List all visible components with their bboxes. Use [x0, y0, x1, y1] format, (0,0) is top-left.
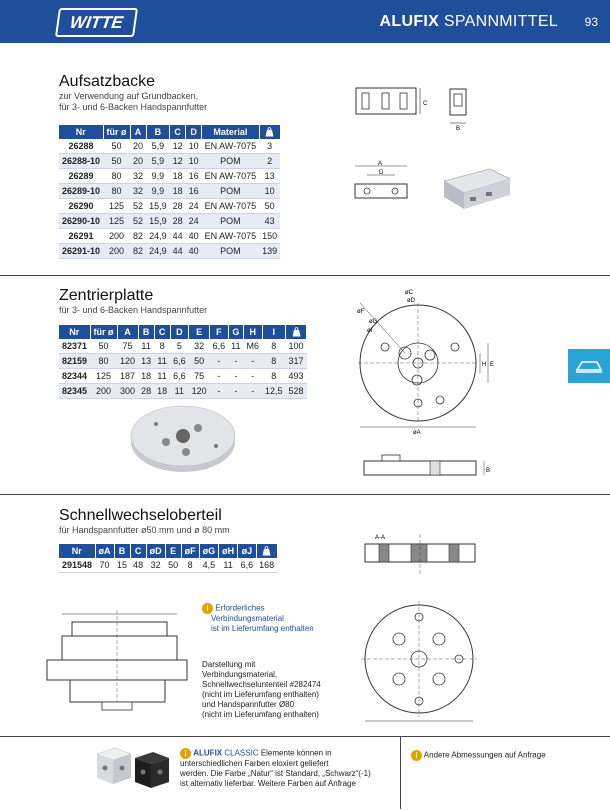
- table-cell: 8: [262, 339, 286, 354]
- table-cell: 18: [154, 384, 170, 399]
- table-cell: 16: [186, 184, 202, 199]
- table-cell: 15,9: [146, 199, 170, 214]
- centering-plate-section: [360, 445, 500, 485]
- section3-col-header: øJ: [238, 544, 257, 558]
- section-divider-1: [0, 275, 610, 276]
- article-number: 291548: [59, 558, 95, 573]
- table-cell: 13: [259, 169, 280, 184]
- table-cell: 8: [262, 369, 286, 384]
- table-cell: 24: [186, 214, 202, 229]
- table-cell: 6,6: [170, 369, 189, 384]
- table-cell: EN AW-7075: [202, 229, 260, 244]
- centering-plate-photo: [128, 400, 238, 480]
- table-cell: 200: [103, 229, 130, 244]
- alufix-cubes-photo: [95, 744, 175, 804]
- section2-subtitle: für 3- und 6-Backen Handspannfutter: [59, 305, 208, 315]
- table-cell: -: [210, 384, 229, 399]
- note-line3: ist im Lieferumfang enthalten: [211, 624, 314, 633]
- table-cell: 28: [170, 214, 186, 229]
- section2-table: [59, 325, 307, 399]
- centering-plate-drawing: [345, 283, 495, 436]
- section1-col-header: für ø: [103, 125, 130, 139]
- table-row: [59, 154, 280, 169]
- dim-oi-label: øI: [367, 328, 373, 334]
- dim-c-label: C: [423, 101, 428, 107]
- table-cell: 150: [259, 229, 280, 244]
- table-cell: 12: [170, 154, 186, 169]
- quick-change-top-drawing: [355, 595, 485, 730]
- desc-line5: und Handspannfutter Ø80: [202, 700, 295, 709]
- article-number: 26290-10: [59, 214, 103, 229]
- table-cell: 32: [130, 184, 146, 199]
- note-line2: Verbindungsmaterial: [211, 614, 284, 623]
- table-cell: 528: [286, 384, 307, 399]
- table-cell: 10: [186, 154, 202, 169]
- jaw-drawing-side: [445, 83, 475, 131]
- section3-col-header: øA: [95, 544, 114, 558]
- footer-right-info-icon: i: [411, 750, 422, 761]
- table-row: [59, 229, 280, 244]
- table-cell: 24: [186, 199, 202, 214]
- table-cell: 300: [117, 384, 138, 399]
- table-cell: 493: [286, 369, 307, 384]
- section3-col-header: øH: [219, 544, 238, 558]
- table-cell: 15: [114, 558, 130, 573]
- table-cell: 50: [103, 154, 130, 169]
- table-cell: POM: [202, 214, 260, 229]
- section2-col-header: für ø: [90, 325, 117, 339]
- table-cell: 43: [259, 214, 280, 229]
- chapter-tab[interactable]: [568, 349, 610, 383]
- table-cell: 187: [117, 369, 138, 384]
- section1-subtitle-line1: zur Verwendung auf Grundbacken,: [59, 91, 199, 101]
- table-cell: POM: [202, 244, 260, 259]
- table-cell: 168: [256, 558, 277, 573]
- article-number: 26288: [59, 139, 103, 154]
- article-number: 82345: [59, 384, 90, 399]
- table-cell: 15,9: [146, 214, 170, 229]
- article-number: 26288-10: [59, 154, 103, 169]
- info-icon: i: [202, 603, 213, 614]
- footer-note: [180, 748, 390, 789]
- article-number: 26290: [59, 199, 103, 214]
- section3-header-row: [59, 544, 277, 558]
- section3-note: [202, 603, 314, 634]
- dim-d-label: D: [379, 170, 384, 176]
- section2-col-header: D: [170, 325, 189, 339]
- section1-col-header: Material: [202, 125, 260, 139]
- section2-col-header: C: [154, 325, 170, 339]
- section3-col-weight: [256, 544, 277, 558]
- table-cell: 11: [154, 369, 170, 384]
- footer-text1: Elemente können in: [258, 748, 332, 758]
- dim-h-label: H: [482, 362, 487, 368]
- table-row: [59, 369, 307, 384]
- desc-line4: (nicht im Lieferumfang enthalten): [202, 690, 319, 699]
- table-cell: 9,9: [146, 184, 170, 199]
- section3-col-header: øF: [181, 544, 199, 558]
- table-cell: 6,6: [170, 354, 189, 369]
- table-cell: 28: [138, 384, 154, 399]
- table-cell: 11: [170, 384, 189, 399]
- table-cell: POM: [202, 154, 260, 169]
- section3-col-header: B: [114, 544, 130, 558]
- witte-logo: WITTE: [55, 8, 138, 37]
- note-line1: Erforderliches: [215, 603, 265, 613]
- footer-text3: werden. Die Farbe „Natur“ ist Standard, „Schwarz“(-1): [180, 769, 371, 778]
- table-cell: 80: [103, 169, 130, 184]
- footer-right-text: Andere Abmessungen auf Anfrage: [423, 750, 546, 760]
- weight-icon: [262, 546, 271, 556]
- section3-table: [59, 544, 278, 573]
- section3-col-header: E: [165, 544, 181, 558]
- table-cell: 50: [90, 339, 117, 354]
- table-cell: EN AW-7075: [202, 139, 260, 154]
- section1-table: [59, 125, 281, 259]
- table-cell: 4,5: [199, 558, 219, 573]
- table-cell: 120: [117, 354, 138, 369]
- table-cell: 10: [259, 184, 280, 199]
- section3-col-header: øG: [199, 544, 219, 558]
- footer-right-note: [411, 750, 546, 761]
- table-cell: 317: [286, 354, 307, 369]
- section3-col-header: Nr: [59, 544, 95, 558]
- table-cell: 50: [189, 354, 210, 369]
- article-number: 26291-10: [59, 244, 103, 259]
- table-cell: 200: [103, 244, 130, 259]
- table-cell: 11: [219, 558, 238, 573]
- section2-col-header: F: [210, 325, 229, 339]
- article-number: 26289-10: [59, 184, 103, 199]
- dim-e-label: E: [490, 362, 495, 368]
- section2-col-header: I: [262, 325, 286, 339]
- article-number: 26289: [59, 169, 103, 184]
- table-cell: M6: [244, 339, 263, 354]
- section2-col-weight: [286, 325, 307, 339]
- table-cell: 125: [103, 199, 130, 214]
- table-row: [59, 184, 280, 199]
- table-cell: -: [244, 354, 263, 369]
- table-cell: 12: [170, 139, 186, 154]
- table-cell: 32: [130, 169, 146, 184]
- section-divider-2: [0, 494, 610, 495]
- article-number: 26291: [59, 229, 103, 244]
- quick-change-assembly-drawing: [42, 608, 192, 718]
- section2-col-header: Nr: [59, 325, 90, 339]
- table-cell: 50: [165, 558, 181, 573]
- table-cell: 6,6: [210, 339, 229, 354]
- table-cell: 75: [189, 369, 210, 384]
- desc-line6: (nicht im Lieferumfang enthalten): [202, 710, 319, 719]
- section1-header-row: [59, 125, 280, 139]
- table-cell: 44: [170, 229, 186, 244]
- table-cell: 5: [170, 339, 189, 354]
- footer-text4: ist alternativ lieferbar. Weitere Farben auf Anfrage: [180, 779, 356, 788]
- dim-od-label: øD: [407, 298, 415, 304]
- section2-col-header: B: [138, 325, 154, 339]
- table-cell: 70: [95, 558, 114, 573]
- dim-a-label: A: [378, 161, 383, 167]
- table-cell: 80: [103, 184, 130, 199]
- article-number: 82159: [59, 354, 90, 369]
- table-cell: EN AW-7075: [202, 199, 260, 214]
- dim-oa-label: øA: [413, 430, 421, 436]
- table-cell: 40: [186, 229, 202, 244]
- chuck-tab-icon: [568, 349, 610, 383]
- table-cell: 11: [228, 339, 243, 354]
- table-row: [59, 244, 280, 259]
- table-cell: 3: [259, 139, 280, 154]
- section3-description: [202, 660, 321, 720]
- table-cell: 50: [259, 199, 280, 214]
- table-cell: 8: [181, 558, 199, 573]
- table-cell: 18: [170, 184, 186, 199]
- section3-col-header: øD: [146, 544, 165, 558]
- table-cell: 5,9: [146, 139, 170, 154]
- desc-line2: Verbindungsmaterial,: [202, 670, 278, 679]
- table-cell: POM: [202, 184, 260, 199]
- desc-line1: Darstellung mit: [202, 660, 256, 669]
- section1-col-header: Nr: [59, 125, 103, 139]
- table-cell: 13: [138, 354, 154, 369]
- table-cell: 5,9: [146, 154, 170, 169]
- table-cell: 8: [154, 339, 170, 354]
- section2-title: Zentrierplatte: [59, 287, 154, 304]
- section1-col-header: A: [130, 125, 146, 139]
- desc-line3: Schnellwechseluntenteil #282474: [202, 680, 321, 689]
- dim-b-label: B: [456, 126, 461, 132]
- table-row: [59, 558, 277, 573]
- table-cell: 48: [130, 558, 146, 573]
- table-cell: 18: [138, 369, 154, 384]
- table-cell: 16: [186, 169, 202, 184]
- header-title: [380, 13, 558, 31]
- table-cell: -: [210, 354, 229, 369]
- table-cell: 20: [130, 139, 146, 154]
- table-cell: -: [228, 369, 243, 384]
- table-cell: 11: [154, 354, 170, 369]
- table-cell: -: [244, 369, 263, 384]
- table-cell: 11: [138, 339, 154, 354]
- dim-b2-label: B: [486, 468, 491, 474]
- footer-divider: [400, 737, 401, 809]
- section2-col-header: E: [189, 325, 210, 339]
- footer-info-icon: i: [180, 748, 191, 759]
- table-cell: 24,9: [146, 229, 170, 244]
- table-cell: 139: [259, 244, 280, 259]
- section1-col-weight: [259, 125, 280, 139]
- section1-col-header: B: [146, 125, 170, 139]
- table-cell: 40: [186, 244, 202, 259]
- table-row: [59, 169, 280, 184]
- section3-col-header: C: [130, 544, 146, 558]
- table-cell: 18: [170, 169, 186, 184]
- table-cell: 75: [117, 339, 138, 354]
- table-cell: EN AW-7075: [202, 169, 260, 184]
- section2-header-row: [59, 325, 307, 339]
- table-row: [59, 339, 307, 354]
- table-cell: 24,9: [146, 244, 170, 259]
- table-cell: 120: [189, 384, 210, 399]
- header-title-rest: SPANNMITTEL: [439, 13, 558, 30]
- table-cell: 32: [146, 558, 165, 573]
- table-cell: 82: [130, 229, 146, 244]
- section3-title: Schnellwechseloberteil: [59, 507, 222, 524]
- quick-change-section-drawing: [355, 532, 485, 582]
- table-cell: 80: [90, 354, 117, 369]
- table-cell: 50: [103, 139, 130, 154]
- jaw-drawing-top: [347, 160, 417, 210]
- table-cell: 200: [90, 384, 117, 399]
- table-cell: 82: [130, 244, 146, 259]
- footer-text2: unterschiedlichen Farben eloxiert geliefert: [180, 759, 329, 768]
- section1-title: Aufsatzbacke: [59, 73, 156, 90]
- table-cell: 9,9: [146, 169, 170, 184]
- weight-icon: [265, 127, 274, 137]
- table-cell: 20: [130, 154, 146, 169]
- section2-col-header: H: [244, 325, 263, 339]
- dim-og-label: øG: [369, 319, 378, 325]
- table-cell: 32: [189, 339, 210, 354]
- footer-brand-rest: CLASSIC: [222, 748, 259, 758]
- table-cell: 125: [103, 214, 130, 229]
- weight-icon: [292, 327, 301, 337]
- dim-oc-label: øC: [405, 290, 413, 296]
- section1-subtitle-line2: für 3- und 6-Backen Handspannfutter: [59, 102, 208, 112]
- jaw-photo: [440, 165, 515, 215]
- section-aa-label: A-A: [375, 535, 386, 541]
- section2-col-header: G: [228, 325, 243, 339]
- table-cell: 52: [130, 214, 146, 229]
- section3-subtitle: für Handspannfutter ø50 mm und ø 80 mm: [59, 525, 230, 535]
- table-cell: -: [210, 369, 229, 384]
- table-cell: -: [228, 384, 243, 399]
- table-cell: 44: [170, 244, 186, 259]
- table-cell: 8: [262, 354, 286, 369]
- page-number: 93: [584, 15, 598, 29]
- table-cell: 10: [186, 139, 202, 154]
- section1-col-header: C: [170, 125, 186, 139]
- table-row: [59, 214, 280, 229]
- table-cell: 12,5: [262, 384, 286, 399]
- dim-of-label: øF: [357, 309, 365, 315]
- table-row: [59, 199, 280, 214]
- article-number: 82371: [59, 339, 90, 354]
- table-row: [59, 354, 307, 369]
- table-cell: 6,6: [238, 558, 257, 573]
- table-cell: 52: [130, 199, 146, 214]
- jaw-drawing-front: [348, 83, 428, 123]
- section2-col-header: A: [117, 325, 138, 339]
- table-row: [59, 384, 307, 399]
- section1-subtitle: [59, 91, 207, 113]
- table-cell: -: [228, 354, 243, 369]
- footer-brand-bold: ALUFIX: [193, 748, 223, 758]
- table-cell: 28: [170, 199, 186, 214]
- table-cell: -: [244, 384, 263, 399]
- section1-col-header: D: [186, 125, 202, 139]
- table-cell: 100: [286, 339, 307, 354]
- article-number: 82344: [59, 369, 90, 384]
- header-title-bold: ALUFIX: [379, 13, 440, 30]
- table-cell: 2: [259, 154, 280, 169]
- table-row: [59, 139, 280, 154]
- table-cell: 125: [90, 369, 117, 384]
